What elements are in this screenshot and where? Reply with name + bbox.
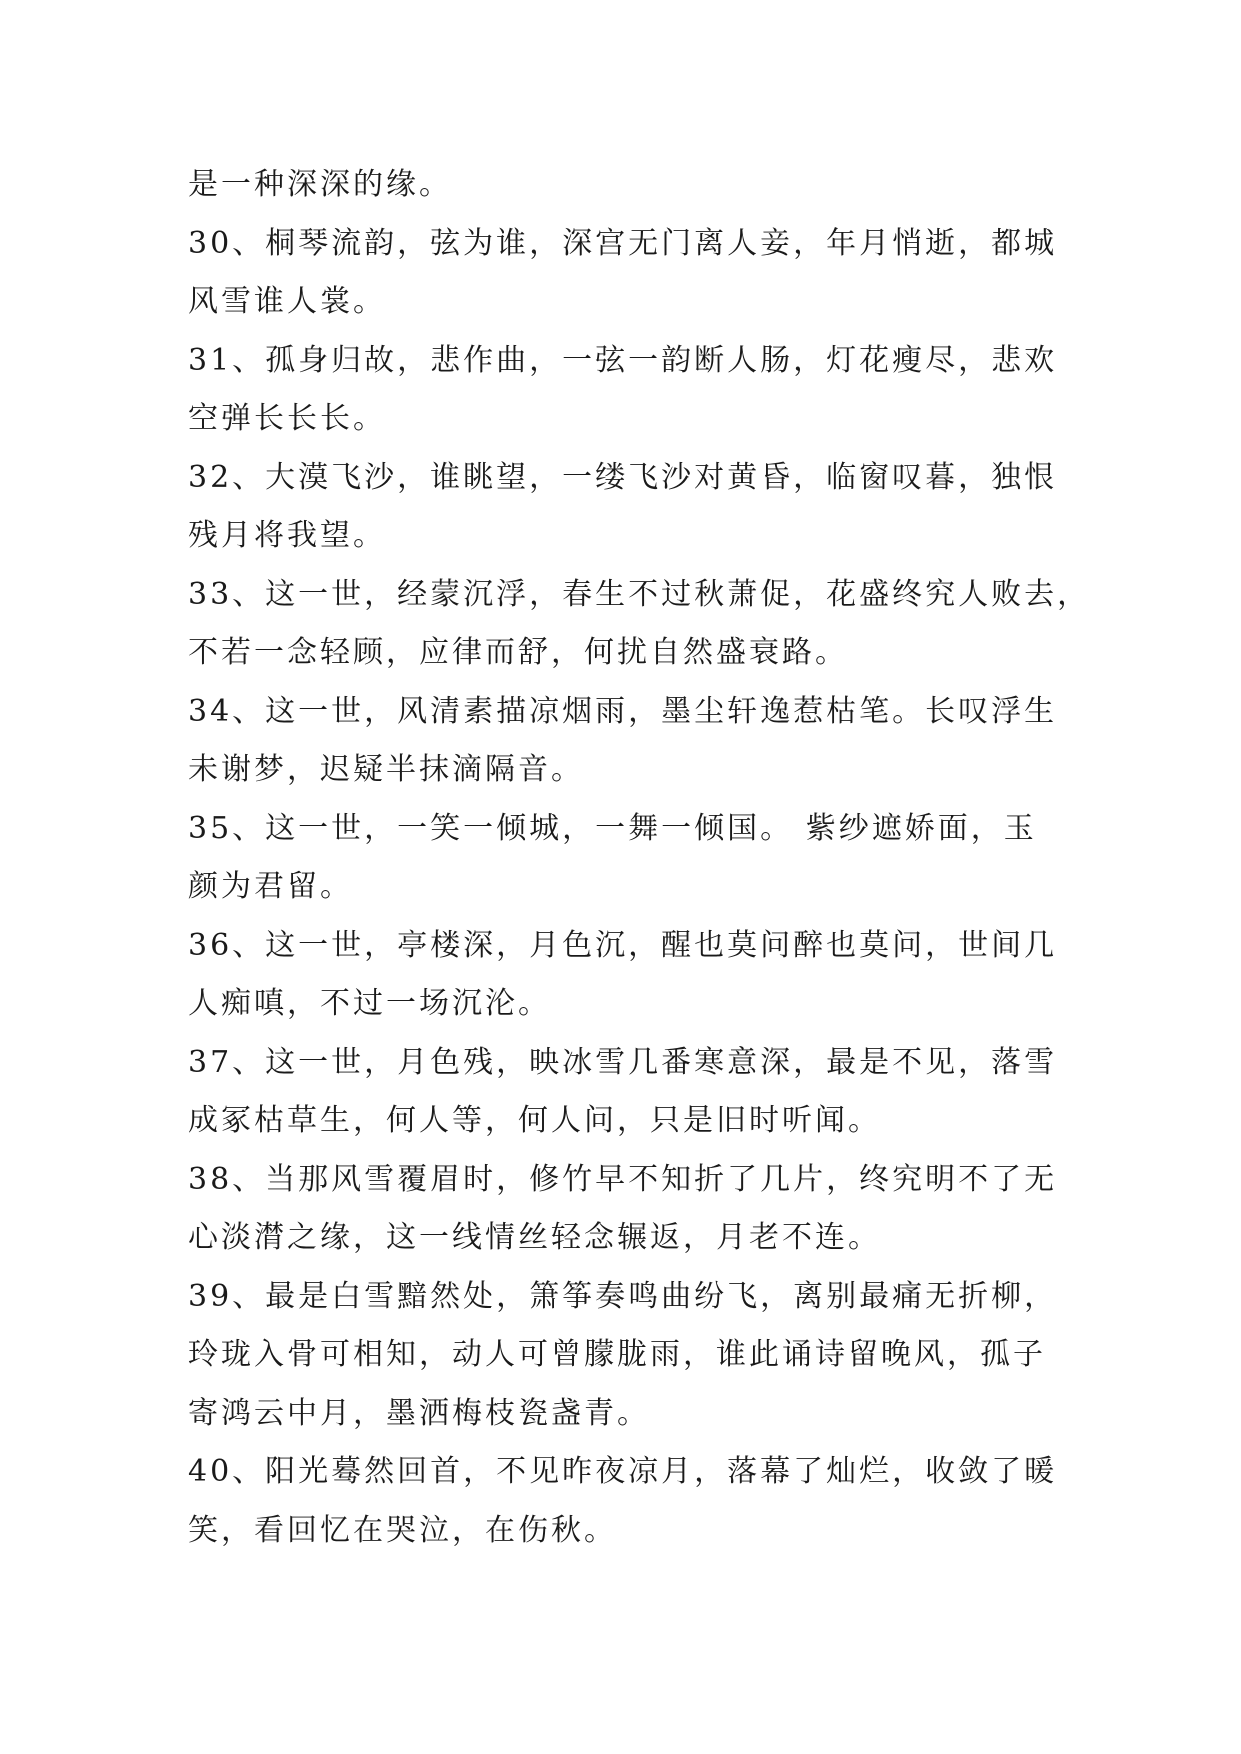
text-line: 成冢枯草生，何人等，何人问，只是旧时听闻。 bbox=[188, 1103, 881, 1138]
text-line: 颜为君留。 bbox=[188, 869, 353, 904]
text-line: 心淡潸之缘，这一线情丝轻念辗返，月老不连。 bbox=[188, 1220, 881, 1255]
text-line: 35、这一世，一笑一倾城，一舞一倾国。 紫纱遮娇面，玉 bbox=[188, 810, 1037, 846]
text-line: 未谢梦，迟疑半抹滴隔音。 bbox=[188, 752, 584, 787]
text-line: 人痴嗔，不过一场沉沦。 bbox=[188, 986, 551, 1021]
text-line: 31、孤身归故，悲作曲，一弦一韵断人肠，灯花瘦尽，悲欢 bbox=[188, 342, 1058, 378]
text-line: 33、这一世，经蒙沉浮，春生不过秋萧促，花盛终究人败去， bbox=[188, 576, 1091, 612]
text-line: 风雪谁人裳。 bbox=[188, 284, 386, 319]
text-line: 39、最是白雪黯然处，箫筝奏鸣曲纷飞，离别最痛无折柳， bbox=[188, 1278, 1058, 1314]
text-line: 是一种深深的缘。 bbox=[188, 167, 452, 202]
text-line: 40、阳光蓦然回首，不见昨夜凉月，落幕了灿烂，收敛了暖 bbox=[188, 1454, 1058, 1489]
text-line: 寄鸿云中月，墨洒梅枝瓷盏青。 bbox=[188, 1395, 650, 1431]
text-line: 37、这一世，月色残，映冰雪几番寒意深，最是不见，落雪 bbox=[188, 1044, 1058, 1080]
text-line: 不若一念轻顾，应律而舒，何扰自然盛衰路。 bbox=[188, 635, 848, 670]
text-line: 残月将我望。 bbox=[188, 518, 386, 553]
text-line: 笑，看回忆在哭泣，在伤秋。 bbox=[188, 1512, 617, 1548]
text-line: 30、桐琴流韵，弦为谁，深宫无门离人妾，年月悄逝，都城 bbox=[188, 225, 1058, 261]
text-line: 玲珑入骨可相知，动人可曾朦胧雨，谁此诵诗留晚风，孤子 bbox=[188, 1337, 1046, 1372]
text-line: 36、这一世，亭楼深，月色沉，醒也莫问醉也莫问，世间几 bbox=[188, 927, 1058, 963]
text-line: 34、这一世，风清素描凉烟雨，墨尘轩逸惹枯笔。长叹浮生 bbox=[188, 693, 1058, 729]
text-line: 空弹长长长。 bbox=[188, 401, 386, 436]
document-body bbox=[188, 156, 1091, 1560]
text-line: 38、当那风雪覆眉时，修竹早不知折了几片，终究明不了无 bbox=[188, 1161, 1058, 1197]
text-line: 32、大漠飞沙，谁眺望，一缕飞沙对黄昏，临窗叹暮，独恨 bbox=[188, 459, 1058, 495]
